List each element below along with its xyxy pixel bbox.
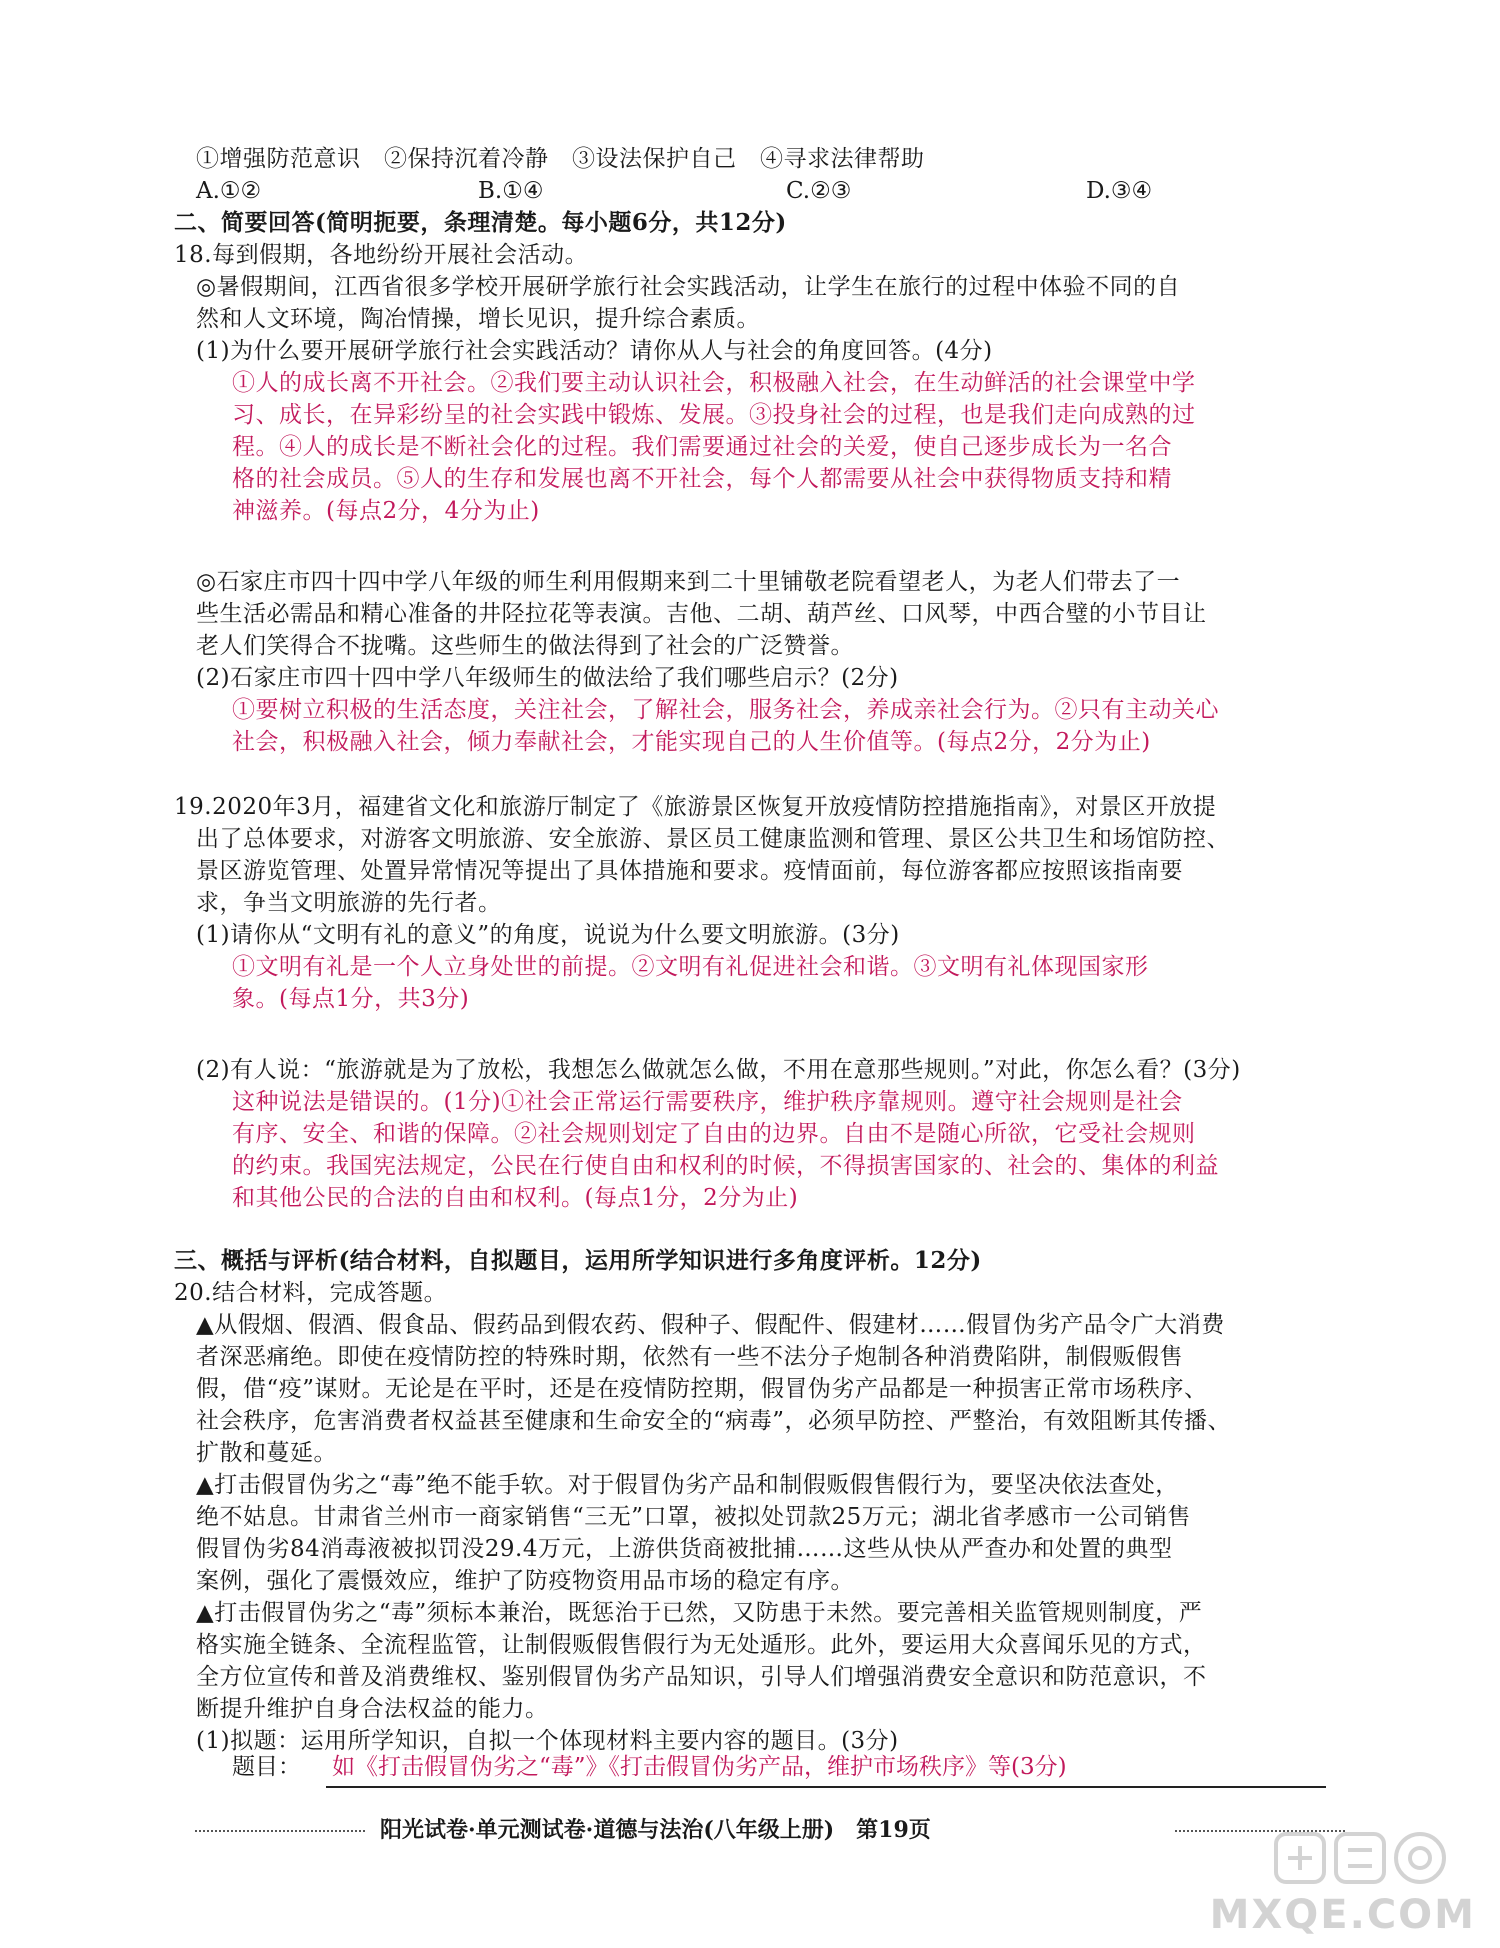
q20-material-line: 社会秩序，危害消费者权益甚至健康和生命安全的“病毒”，必须早防控、严整治，有效阻断其传播、 <box>196 1408 1232 1434</box>
q20-material-line: 假，借“疫”谋财。无论是在平时，还是在疫情防控期，假冒伪劣产品都是一种损害正常市场秩序、 <box>196 1376 1208 1402</box>
q19-sub2: (2)有人说：“旅游就是为了放松，我想怎么做就怎么做，不用在意那些规则。”对此，你怎么看？(3分) <box>196 1057 1241 1083</box>
q19-stem-line: 求，争当文明旅游的先行者。 <box>196 890 502 916</box>
q18-sub1: (1)为什么要开展研学旅行社会实践活动？请你从人与社会的角度回答。(4分) <box>196 338 993 364</box>
q20-material-line: 断提升维护自身合法权益的能力。 <box>196 1696 549 1722</box>
q18-answer1-line: 习、成长，在异彩纷呈的社会实践中锻炼、发展。③投身社会的过程，也是我们走向成熟的过 <box>232 402 1196 428</box>
q20-sub1: (1)拟题：运用所学知识，自拟一个体现材料主要内容的题目。(3分) <box>196 1728 899 1754</box>
watermark-text: MXQE.COM <box>1209 1892 1476 1938</box>
q20-material-line: ▲从假烟、假酒、假食品、假药品到假农药、假种子、假配件、假建材……假冒伪劣产品令广大消费 <box>196 1312 1225 1338</box>
q18-answer1-line: ①人的成长离不开社会。②我们要主动认识社会，积极融入社会，在生动鲜活的社会课堂中学 <box>232 370 1196 396</box>
footer-dots-left <box>195 1830 365 1832</box>
answer-underline <box>326 1786 1326 1788</box>
title-label: 题目： <box>232 1754 301 1780</box>
q18-material1-line: ◎暑假期间，江西省很多学校开展研学旅行社会实践活动，让学生在旅行的过程中体验不同的自 <box>196 274 1181 300</box>
q18-answer2-line: ①要树立积极的生活态度，关注社会，了解社会，服务社会，养成亲社会行为。②只有主动关心 <box>232 697 1219 723</box>
q20-material-line: ▲打击假冒伪劣之“毒”绝不能手软。对于假冒伪劣产品和制假贩假售假行为，要坚决依法查处， <box>196 1472 1179 1498</box>
q18-answer1-line: 神滋养。(每点2分，4分为止) <box>232 498 540 524</box>
q19-stem-line: 出了总体要求，对游客文明旅游、安全旅游、景区员工健康监测和管理、景区公共卫生和场馆防控、 <box>196 826 1230 852</box>
q20-material-line: 绝不姑息。甘肃省兰州市一商家销售“三无”口罩，被拟处罚款25万元；湖北省孝感市一公司销售 <box>196 1504 1191 1530</box>
q18-sub2: (2)石家庄市四十四中学八年级师生的做法给了我们哪些启示？(2分) <box>196 665 899 691</box>
watermark-logo-icon <box>1272 1828 1472 1888</box>
q19-answer2-line: 这种说法是错误的。(1分)①社会正常运行需要秩序，维护秩序靠规则。遵守社会规则是社会 <box>232 1089 1183 1115</box>
q19-answer2-line: 和其他公民的合法的自由和权利。(每点1分，2分为止) <box>232 1185 799 1211</box>
option-c: C.②③ <box>786 178 852 204</box>
section3-heading: 三、概括与评析(结合材料，自拟题目，运用所学知识进行多角度评析。12分) <box>174 1247 982 1274</box>
q18-answer1-line: 格的社会成员。⑤人的生存和发展也离不开社会，每个人都需要从社会中获得物质支持和精 <box>232 466 1172 492</box>
q18-stem: 18.每到假期，各地纷纷开展社会活动。 <box>174 242 589 268</box>
section2-heading: 二、简要回答(简明扼要，条理清楚。每小题6分，共12分) <box>174 209 787 236</box>
option-a: A.①② <box>196 178 262 204</box>
q20-material-line: ▲打击假冒伪劣之“毒”须标本兼治，既惩治于已然，又防患于未然。要完善相关监管规则制度，严 <box>196 1600 1203 1626</box>
q20-title-answer-row <box>232 1750 1332 1790</box>
option-d: D.③④ <box>1086 178 1153 204</box>
footer-text: 阳光试卷·单元测试卷·道德与法治(八年级上册) 第19页 <box>380 1817 931 1843</box>
page-footer <box>195 1812 1345 1848</box>
q18-answer1-line: 程。④人的成长是不断社会化的过程。我们需要通过社会的关爱，使自己逐步成长为一名合 <box>232 434 1172 460</box>
q18-material1-line: 然和人文环境，陶冶情操，增长见识，提升综合素质。 <box>196 306 760 332</box>
q20-material-line: 扩散和蔓延。 <box>196 1440 337 1466</box>
q18-material2-line: 些生活必需品和精心准备的井陉拉花等表演。吉他、二胡、葫芦丝、口风琴，中西合璧的小节目让 <box>196 601 1207 627</box>
title-answer: 如《打击假冒伪劣之“毒”》《打击假冒伪劣产品，维护市场秩序》等(3分) <box>332 1754 1067 1780</box>
q19-stem-line: 景区游览管理、处置异常情况等提出了具体措施和要求。疫情面前，每位游客都应按照该指南要 <box>196 858 1183 884</box>
q20-material-line: 案例，强化了震慑效应，维护了防疫物资用品市场的稳定有序。 <box>196 1568 854 1594</box>
q18-material2-line: ◎石家庄市四十四中学八年级的师生利用假期来到二十里铺敬老院看望老人，为老人们带去了一 <box>196 569 1181 595</box>
q18-material2-line: 老人们笑得合不拢嘴。这些师生的做法得到了社会的广泛赞誉。 <box>196 633 854 659</box>
q20-material-line: 假冒伪劣84消毒液被拟罚没29.4万元，上游供货商被批捕……这些从快从严查办和处置的典型 <box>196 1536 1173 1562</box>
q19-sub1: (1)请你从“文明有礼的意义”的角度，说说为什么要文明旅游。(3分) <box>196 922 900 948</box>
watermark <box>1209 1828 1482 1938</box>
q19-stem-line: 19.2020年3月，福建省文化和旅游厅制定了《旅游景区恢复开放疫情防控措施指南》，对景区开放提 <box>174 794 1217 820</box>
q20-material-line: 者深恶痛绝。即使在疫情防控的特殊时期，依然有一些不法分子炮制各种消费陷阱，制假贩假售 <box>196 1344 1183 1370</box>
q19-answer2-line: 有序、安全、和谐的保障。②社会规则划定了自由的边界。自由不是随心所欲，它受社会规则 <box>232 1121 1196 1147</box>
q18-answer2-line: 社会，积极融入社会，倾力奉献社会，才能实现自己的人生价值等。(每点2分，2分为止) <box>232 729 1151 755</box>
option-b: B.①④ <box>478 178 544 204</box>
q17-items: ①增强防范意识 ②保持沉着冷静 ③设法保护自己 ④寻求法律帮助 <box>196 146 925 172</box>
q19-answer1-line: 象。(每点1分，共3分) <box>232 986 470 1012</box>
q20-material-line: 全方位宣传和普及消费维权、鉴别假冒伪劣产品知识，引导人们增强消费安全意识和防范意识，不 <box>196 1664 1207 1690</box>
q20-stem: 20.结合材料，完成答题。 <box>174 1280 448 1306</box>
q20-material-line: 格实施全链条、全流程监管，让制假贩假售假行为无处遁形。此外，要运用大众喜闻乐见的方式， <box>196 1632 1207 1658</box>
q19-answer2-line: 的约束。我国宪法规定，公民在行使自由和权利的时候，不得损害国家的、社会的、集体的利益 <box>232 1153 1219 1179</box>
q19-answer1-line: ①文明有礼是一个人立身处世的前提。②文明有礼促进社会和谐。③文明有礼体现国家形 <box>232 954 1149 980</box>
